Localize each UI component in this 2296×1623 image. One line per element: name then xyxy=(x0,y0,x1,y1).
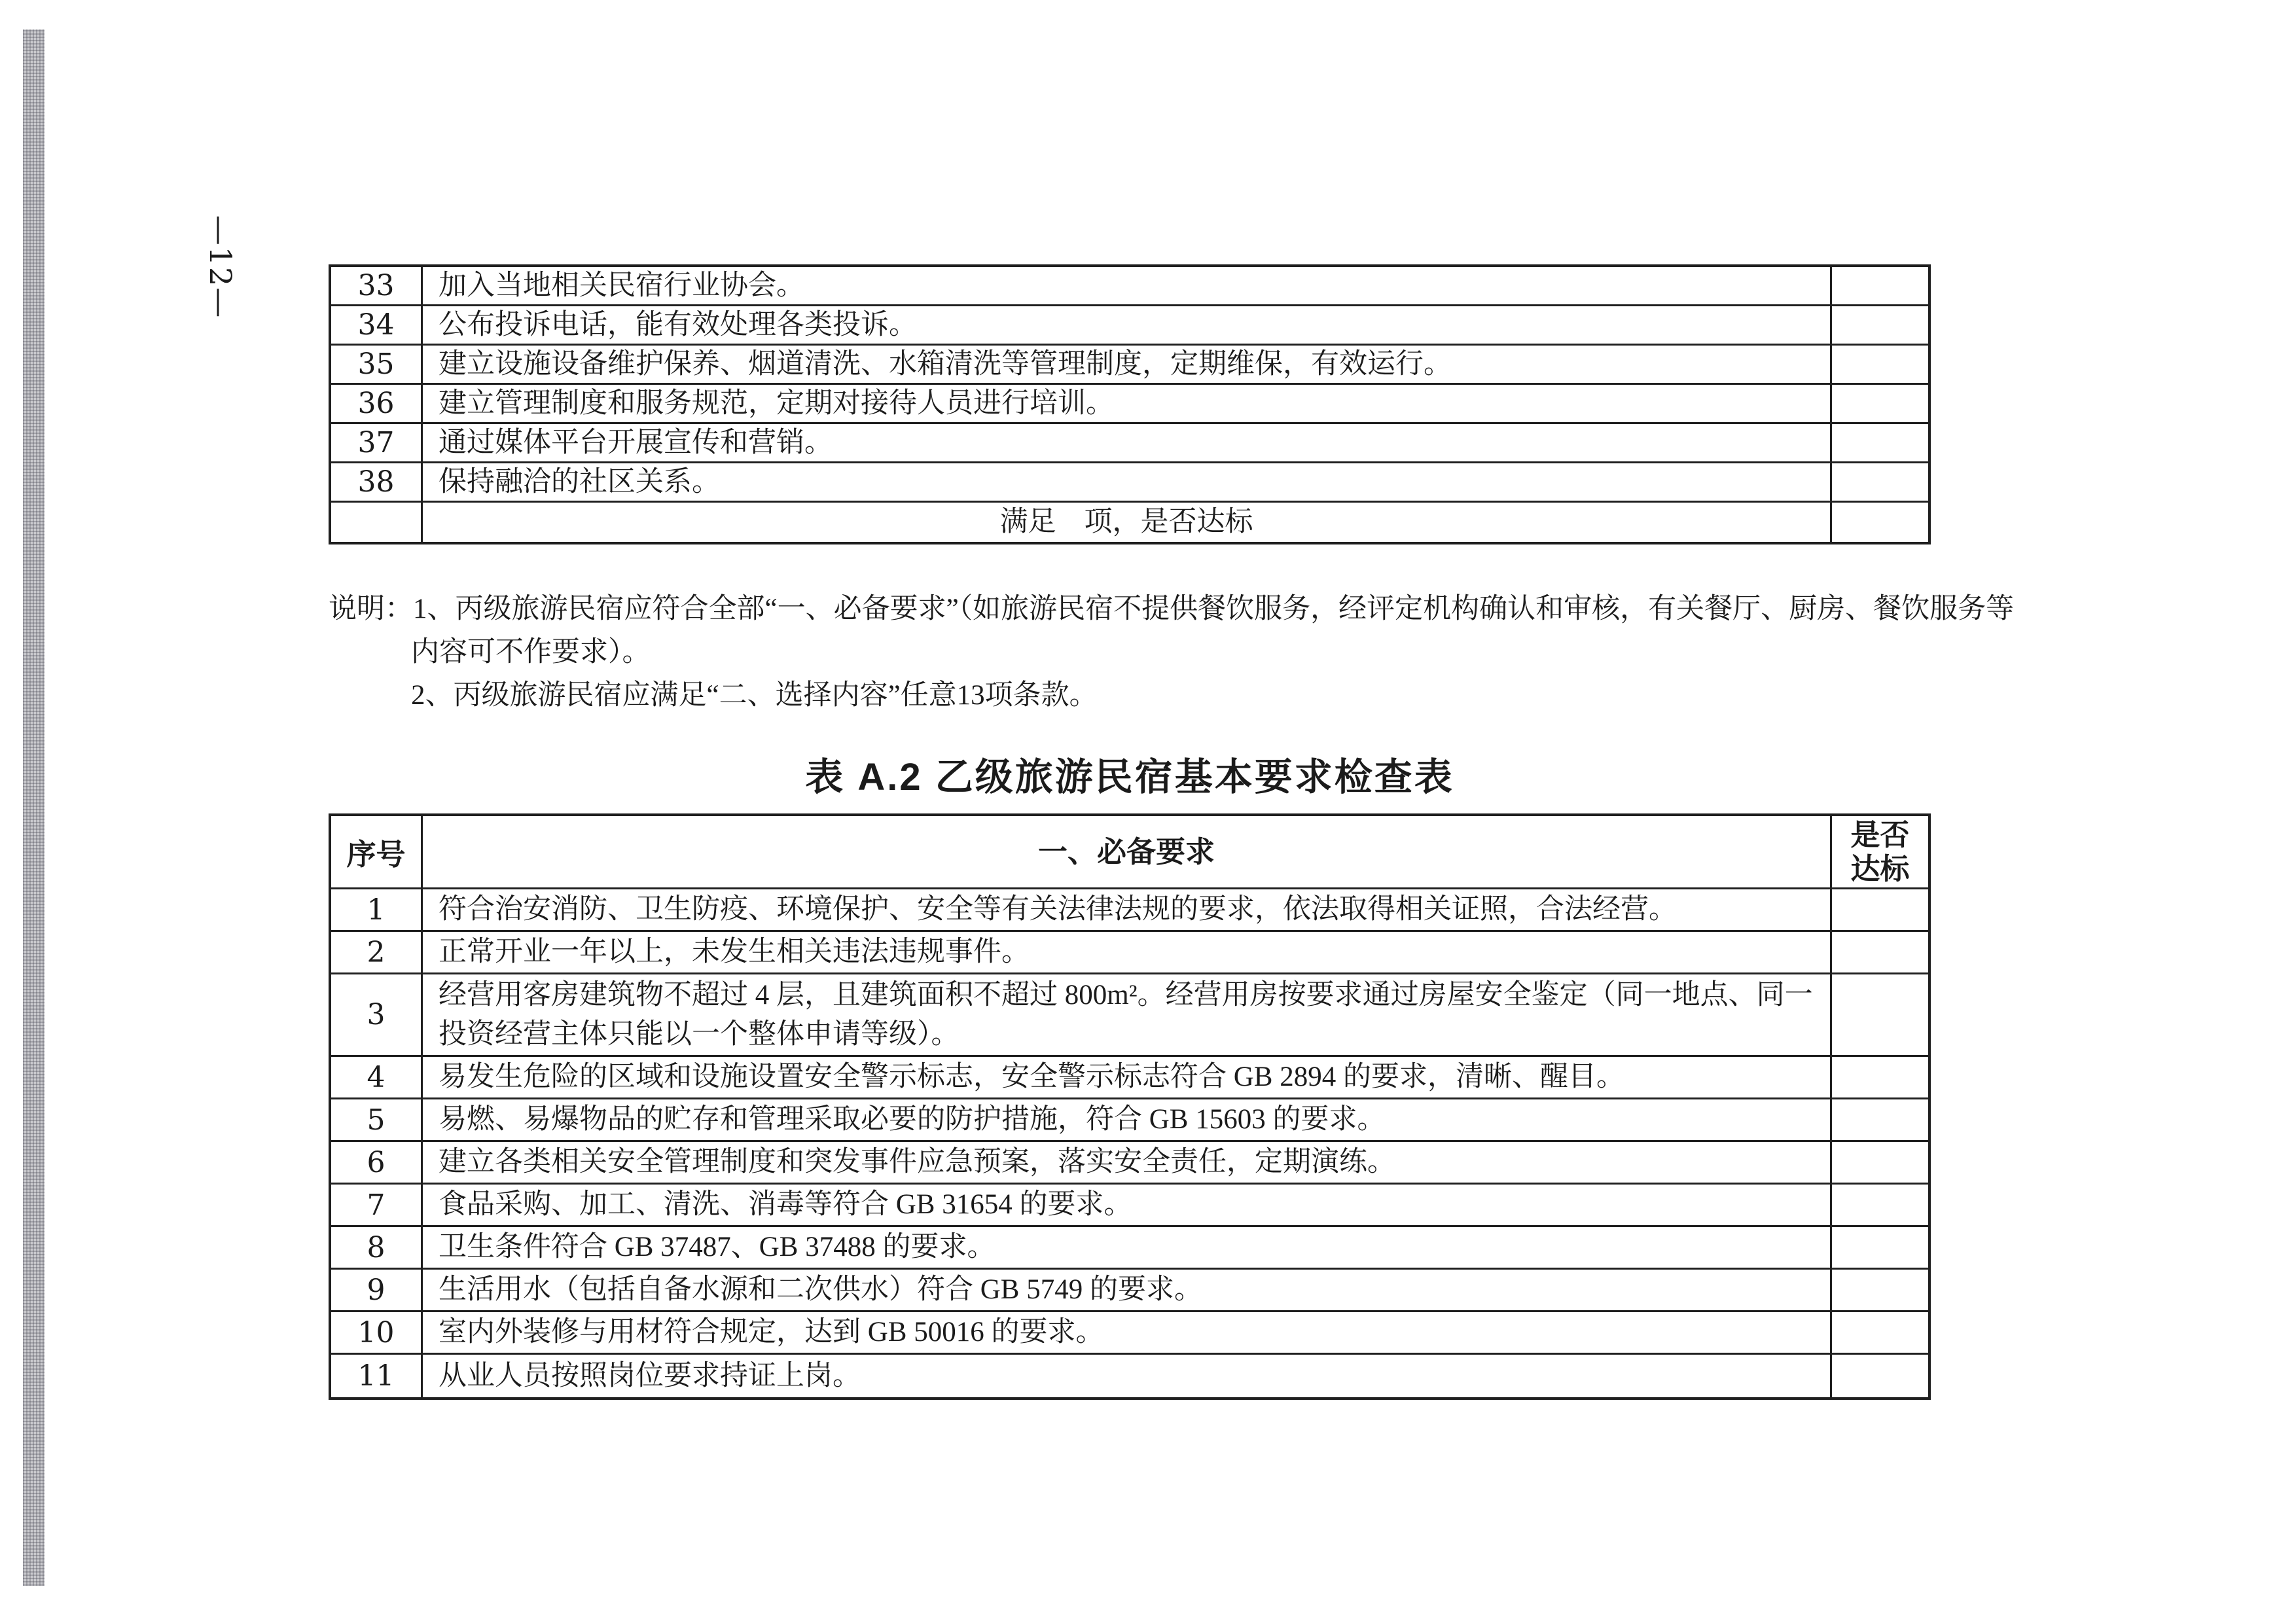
notes-label: 说明： xyxy=(329,594,413,624)
status-cell xyxy=(1832,424,1928,461)
table-row xyxy=(331,1185,1928,1227)
row-number-cell: 8 xyxy=(331,1227,423,1268)
status-cell xyxy=(1832,1185,1928,1225)
table-footer-row xyxy=(331,503,1928,542)
row-number-cell: 37 xyxy=(331,424,423,461)
status-cell xyxy=(1832,503,1928,542)
row-number-cell: 10 xyxy=(331,1312,423,1353)
row-number-cell: 34 xyxy=(331,306,423,344)
status-cell xyxy=(1832,974,1928,1055)
table-row xyxy=(331,424,1928,463)
scanner-edge-strip xyxy=(23,29,45,1586)
row-number-cell: 6 xyxy=(331,1142,423,1183)
row-number-cell: 2 xyxy=(331,932,423,972)
status-cell xyxy=(1832,1355,1928,1397)
row-number-cell: 7 xyxy=(331,1185,423,1225)
row-number-cell: 3 xyxy=(331,974,423,1055)
table-row xyxy=(331,385,1928,424)
table-row xyxy=(331,974,1928,1057)
table-row xyxy=(331,889,1928,932)
row-number-cell: 1 xyxy=(331,889,423,930)
requirement-cell: 通过媒体平台开展宣传和营销。 xyxy=(423,424,1832,461)
status-cell xyxy=(1832,1312,1928,1353)
table-row xyxy=(331,1312,1928,1355)
requirement-cell: 易发生危险的区域和设施设置安全警示标志，安全警示标志符合 GB 2894 的要求，清晰、醒目。 xyxy=(423,1057,1832,1097)
table-header-row xyxy=(331,816,1928,889)
row-number-cell: 33 xyxy=(331,267,423,304)
row-number-cell: 4 xyxy=(331,1057,423,1097)
table-row xyxy=(331,1057,1928,1099)
page-number: —12— xyxy=(203,215,238,319)
status-cell xyxy=(1832,463,1928,501)
status-cell xyxy=(1832,1227,1928,1268)
status-cell xyxy=(1832,889,1928,930)
requirement-cell: 易燃、易爆物品的贮存和管理采取必要的防护措施，符合 GB 15603 的要求。 xyxy=(423,1099,1832,1140)
note-item-2: 2、丙级旅游民宿应满足“二、选择内容”任意13项条款。 xyxy=(411,680,1098,711)
requirement-cell: 公布投诉电话，能有效处理各类投诉。 xyxy=(423,306,1832,344)
header-status xyxy=(1832,816,1928,887)
table-row xyxy=(331,267,1928,306)
status-cell xyxy=(1832,267,1928,304)
table-row xyxy=(331,1355,1928,1397)
row-number-cell: 38 xyxy=(331,463,423,501)
row-number-cell xyxy=(331,503,423,542)
header-requirement: 一、必备要求 xyxy=(423,816,1832,887)
header-status-line1: 是否 xyxy=(1850,817,1910,851)
table-row xyxy=(331,1099,1928,1142)
requirement-cell: 生活用水（包括自备水源和二次供水）符合 GB 5749 的要求。 xyxy=(423,1270,1832,1310)
header-status-line2: 达标 xyxy=(1850,851,1910,885)
table-row xyxy=(331,1227,1928,1270)
status-cell xyxy=(1832,1142,1928,1183)
status-cell xyxy=(1832,932,1928,972)
status-cell xyxy=(1832,346,1928,383)
table-row xyxy=(331,932,1928,974)
requirement-cell: 从业人员按照岗位要求持证上岗。 xyxy=(423,1355,1832,1397)
requirement-cell: 食品采购、加工、清洗、消毒等符合 GB 31654 的要求。 xyxy=(423,1185,1832,1225)
table-row xyxy=(331,1142,1928,1185)
footer-summary-cell: 满足 项，是否达标 xyxy=(423,503,1832,542)
note-item-1-text: 1、丙级旅游民宿应符合全部“一、必备要求”（如旅游民宿不提供餐饮服务，经评定机构确认和审核，有关餐厅、厨房、餐饮服务等内容可不作要求）。 xyxy=(411,594,2015,668)
requirements-table xyxy=(329,813,1931,1400)
table-title: 表 A.2 乙级旅游民宿基本要求检查表 xyxy=(805,756,1454,798)
status-cell xyxy=(1832,385,1928,422)
requirement-cell: 卫生条件符合 GB 37487、GB 37488 的要求。 xyxy=(423,1227,1832,1268)
requirement-cell: 建立管理制度和服务规范，定期对接待人员进行培训。 xyxy=(423,385,1832,422)
requirement-cell: 室内外装修与用材符合规定，达到 GB 50016 的要求。 xyxy=(423,1312,1832,1353)
table-row xyxy=(331,306,1928,346)
status-cell xyxy=(1832,1099,1928,1140)
requirement-cell: 加入当地相关民宿行业协会。 xyxy=(423,267,1832,304)
row-number-cell: 5 xyxy=(331,1099,423,1140)
row-number-cell: 9 xyxy=(331,1270,423,1310)
requirement-cell: 符合治安消防、卫生防疫、环境保护、安全等有关法律法规的要求，依法取得相关证照，合法经营。 xyxy=(423,889,1832,930)
status-cell xyxy=(1832,1057,1928,1097)
notes-block xyxy=(329,588,2026,717)
status-cell xyxy=(1832,1270,1928,1310)
row-number-cell: 11 xyxy=(331,1355,423,1397)
requirement-cell: 正常开业一年以上，未发生相关违法违规事件。 xyxy=(423,932,1832,972)
header-no: 序号 xyxy=(331,816,423,887)
row-number-cell: 36 xyxy=(331,385,423,422)
row-number-cell: 35 xyxy=(331,346,423,383)
requirement-cell: 保持融洽的社区关系。 xyxy=(423,463,1832,501)
requirement-cell: 建立设施设备维护保养、烟道清洗、水箱清洗等管理制度，定期维保，有效运行。 xyxy=(423,346,1832,383)
table-row xyxy=(331,1270,1928,1312)
status-cell xyxy=(1832,306,1928,344)
continuation-table xyxy=(329,264,1931,544)
requirement-cell: 经营用客房建筑物不超过 4 层，且建筑面积不超过 800m²。经营用房按要求通过房屋安全鉴定（同一地点、同一投资经营主体只能以一个整体申请等级）。 xyxy=(423,974,1832,1055)
requirement-cell: 建立各类相关安全管理制度和突发事件应急预案，落实安全责任，定期演练。 xyxy=(423,1142,1832,1183)
table-row xyxy=(331,463,1928,503)
note-item-1 xyxy=(329,588,2026,674)
table-row xyxy=(331,346,1928,385)
